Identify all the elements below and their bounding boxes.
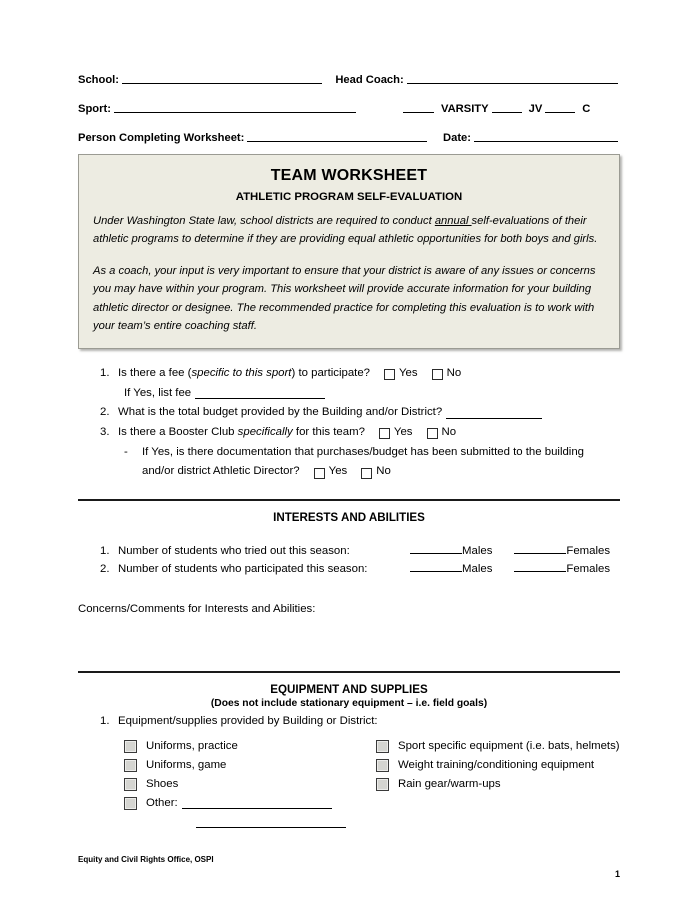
- interests-1-females-blank[interactable]: [514, 542, 566, 554]
- checkbox-icon[interactable]: [124, 740, 137, 753]
- question-3-sub-dash: -: [124, 445, 128, 458]
- equipment-subheading: (Does not include stationary equipment – i.e. field goals): [210, 698, 488, 710]
- question-3-sub-line-2: [94, 463, 612, 481]
- equipment-other-label: Other:: [146, 797, 178, 810]
- varsity-blank[interactable]: [403, 112, 434, 113]
- question-1-text: [118, 365, 370, 383]
- equipment-options-left-column: [78, 740, 368, 828]
- footer-text: Equity and Civil Rights Office, OSPI: [78, 855, 214, 864]
- question-3-sub-yes-label: Yes: [328, 465, 348, 478]
- question-3-sub-line-1: [94, 444, 620, 462]
- equipment-option-rain-gear[interactable]: [376, 778, 620, 791]
- intro-paragraph-1: [93, 212, 605, 248]
- page-title: TEAM WORKSHEET: [270, 167, 428, 184]
- checkbox-icon[interactable]: [376, 778, 389, 791]
- question-1: [94, 365, 620, 383]
- intro-paragraph-2: As a coach, your input is very important to ensure that your district is aware of any issues or concerns you may have within your program. This worksheet will provide accurate information for your building athletic director or designee. The recommended practice for completing this evaluation is to work with your team’s entire coaching staff.: [93, 265, 596, 332]
- equipment-option-weight-training[interactable]: [376, 759, 620, 772]
- equipment-option-uniforms-game[interactable]: [124, 759, 368, 772]
- equipment-option-label: Shoes: [146, 778, 179, 791]
- interests-2-males-label: Males: [462, 563, 493, 576]
- intro-p1-underlined: annual: [434, 215, 472, 227]
- general-questions-list: [78, 365, 620, 481]
- equipment-item-1: [78, 715, 620, 727]
- equipment-option-shoes[interactable]: [124, 778, 368, 791]
- question-3-sub-no-checkbox[interactable]: [361, 468, 372, 479]
- question-3-sub-no-label: No: [376, 465, 391, 478]
- interests-2-males-blank[interactable]: [410, 560, 462, 572]
- head-coach-label: Head Coach:: [335, 74, 404, 86]
- question-2: [94, 404, 620, 422]
- equipment-options-right-column: [368, 740, 620, 828]
- equipment-heading: EQUIPMENT AND SUPPLIES: [270, 683, 428, 697]
- equipment-item-1-number: 1.: [100, 715, 110, 728]
- equipment-option-label: Uniforms, practice: [146, 740, 238, 753]
- page-subtitle: ATHLETIC PROGRAM SELF-EVALUATION: [235, 191, 463, 203]
- equipment-option-label: Sport specific equipment (i.e. bats, helmets): [398, 740, 620, 753]
- checkbox-icon[interactable]: [124, 759, 137, 772]
- header-row-sport: [78, 103, 620, 115]
- interests-row-2: [94, 560, 620, 578]
- equipment-option-label: Rain gear/warm-ups: [398, 778, 501, 791]
- q3-part-a: Is there a Booster Club: [118, 425, 238, 438]
- question-1-no-checkbox[interactable]: [432, 369, 443, 380]
- checkbox-icon[interactable]: [376, 759, 389, 772]
- interests-1-females-label: Females: [566, 544, 611, 557]
- header-row-person: [78, 132, 620, 144]
- jv-label: JV: [528, 103, 543, 115]
- interests-concerns-label: Concerns/Comments for Interests and Abilities:: [78, 603, 316, 616]
- varsity-label: VARSITY: [440, 103, 489, 115]
- interests-divider-top: [78, 499, 620, 501]
- question-3-yes-checkbox[interactable]: [379, 428, 390, 439]
- intro-p1-part-b: self-evaluations of their athletic programs to determine if they are providing equal athletic opportunities for both boys and girls.: [93, 215, 598, 246]
- interests-heading: INTERESTS AND ABILITIES: [273, 510, 425, 524]
- question-1-yes-label: Yes: [399, 366, 418, 379]
- equipment-other-blank-second[interactable]: [196, 827, 346, 828]
- interests-1-males-blank[interactable]: [410, 542, 462, 554]
- sport-label: Sport:: [78, 103, 111, 115]
- equipment-divider-top: [78, 671, 620, 673]
- q1-part-b: ) to participate?: [291, 366, 370, 379]
- question-2-text: What is the total budget provided by the Building and/or District?: [118, 406, 443, 419]
- checkbox-icon[interactable]: [124, 778, 137, 791]
- interests-1-number: 1.: [100, 544, 110, 557]
- header-row-school: [78, 74, 620, 86]
- checkbox-icon[interactable]: [376, 740, 389, 753]
- q1-part-a: Is there a fee (: [118, 366, 192, 379]
- document-body: [78, 74, 620, 828]
- question-1-number: 1.: [100, 366, 110, 379]
- school-label: School:: [78, 74, 120, 86]
- interests-1-text: Number of students who tried out this season:: [118, 544, 350, 557]
- equipment-item-1-text: Equipment/supplies provided by Building or District:: [118, 715, 378, 728]
- q1-italic: specific to this sport: [191, 366, 292, 379]
- question-2-number: 2.: [100, 406, 110, 419]
- question-1-no-label: No: [446, 366, 462, 379]
- question-3-sub-text-1: If Yes, is there documentation that purchases/budget has been submitted to the building: [142, 445, 585, 458]
- question-1-subline: [94, 385, 620, 403]
- q3-italic: specifically: [237, 425, 293, 438]
- interests-list: [78, 542, 620, 579]
- intro-p1-part-a: Under Washington State law, school districts are required to conduct: [93, 215, 435, 227]
- question-1-yes-checkbox[interactable]: [384, 369, 395, 380]
- equipment-other-blank[interactable]: [182, 798, 332, 809]
- person-blank[interactable]: [247, 141, 427, 142]
- jv-blank[interactable]: [492, 112, 522, 113]
- question-3-text: [118, 424, 365, 442]
- question-3: [94, 424, 620, 442]
- equipment-option-label: Uniforms, game: [146, 759, 227, 772]
- q3-part-b: for this team?: [292, 425, 365, 438]
- date-label: Date:: [443, 132, 472, 144]
- interests-2-females-blank[interactable]: [514, 560, 566, 572]
- question-3-no-checkbox[interactable]: [427, 428, 438, 439]
- question-3-no-label: No: [441, 425, 457, 438]
- question-3-sub-yes-checkbox[interactable]: [314, 468, 325, 479]
- c-blank[interactable]: [545, 112, 575, 113]
- school-blank[interactable]: [122, 83, 322, 84]
- question-1-sub-label: If Yes, list fee: [124, 386, 192, 399]
- page-number: 1: [614, 869, 620, 879]
- question-3-number: 3.: [100, 425, 110, 438]
- interests-2-females-label: Females: [566, 563, 611, 576]
- equipment-options: [78, 740, 620, 828]
- c-label: C: [582, 103, 591, 115]
- equipment-option-uniforms-practice[interactable]: [124, 740, 368, 753]
- interests-2-text: Number of students who participated this season:: [118, 563, 368, 576]
- head-coach-blank[interactable]: [407, 83, 618, 84]
- equipment-option-sport-specific[interactable]: [376, 740, 620, 753]
- title-box: [78, 154, 620, 349]
- sport-blank[interactable]: [114, 112, 356, 113]
- date-blank[interactable]: [474, 141, 618, 142]
- interests-1-males-label: Males: [462, 544, 493, 557]
- question-3-sub-text-2: and/or district Athletic Director?: [142, 465, 300, 478]
- question-2-budget-blank[interactable]: [446, 407, 542, 419]
- equipment-option-other[interactable]: [124, 797, 368, 810]
- question-1-fee-blank[interactable]: [195, 387, 325, 399]
- person-label: Person Completing Worksheet:: [78, 132, 245, 144]
- interests-2-number: 2.: [100, 563, 110, 576]
- equipment-option-label: Weight training/conditioning equipment: [398, 759, 595, 772]
- checkbox-icon[interactable]: [124, 797, 137, 810]
- interests-row-1: [94, 542, 620, 560]
- question-3-yes-label: Yes: [393, 425, 413, 438]
